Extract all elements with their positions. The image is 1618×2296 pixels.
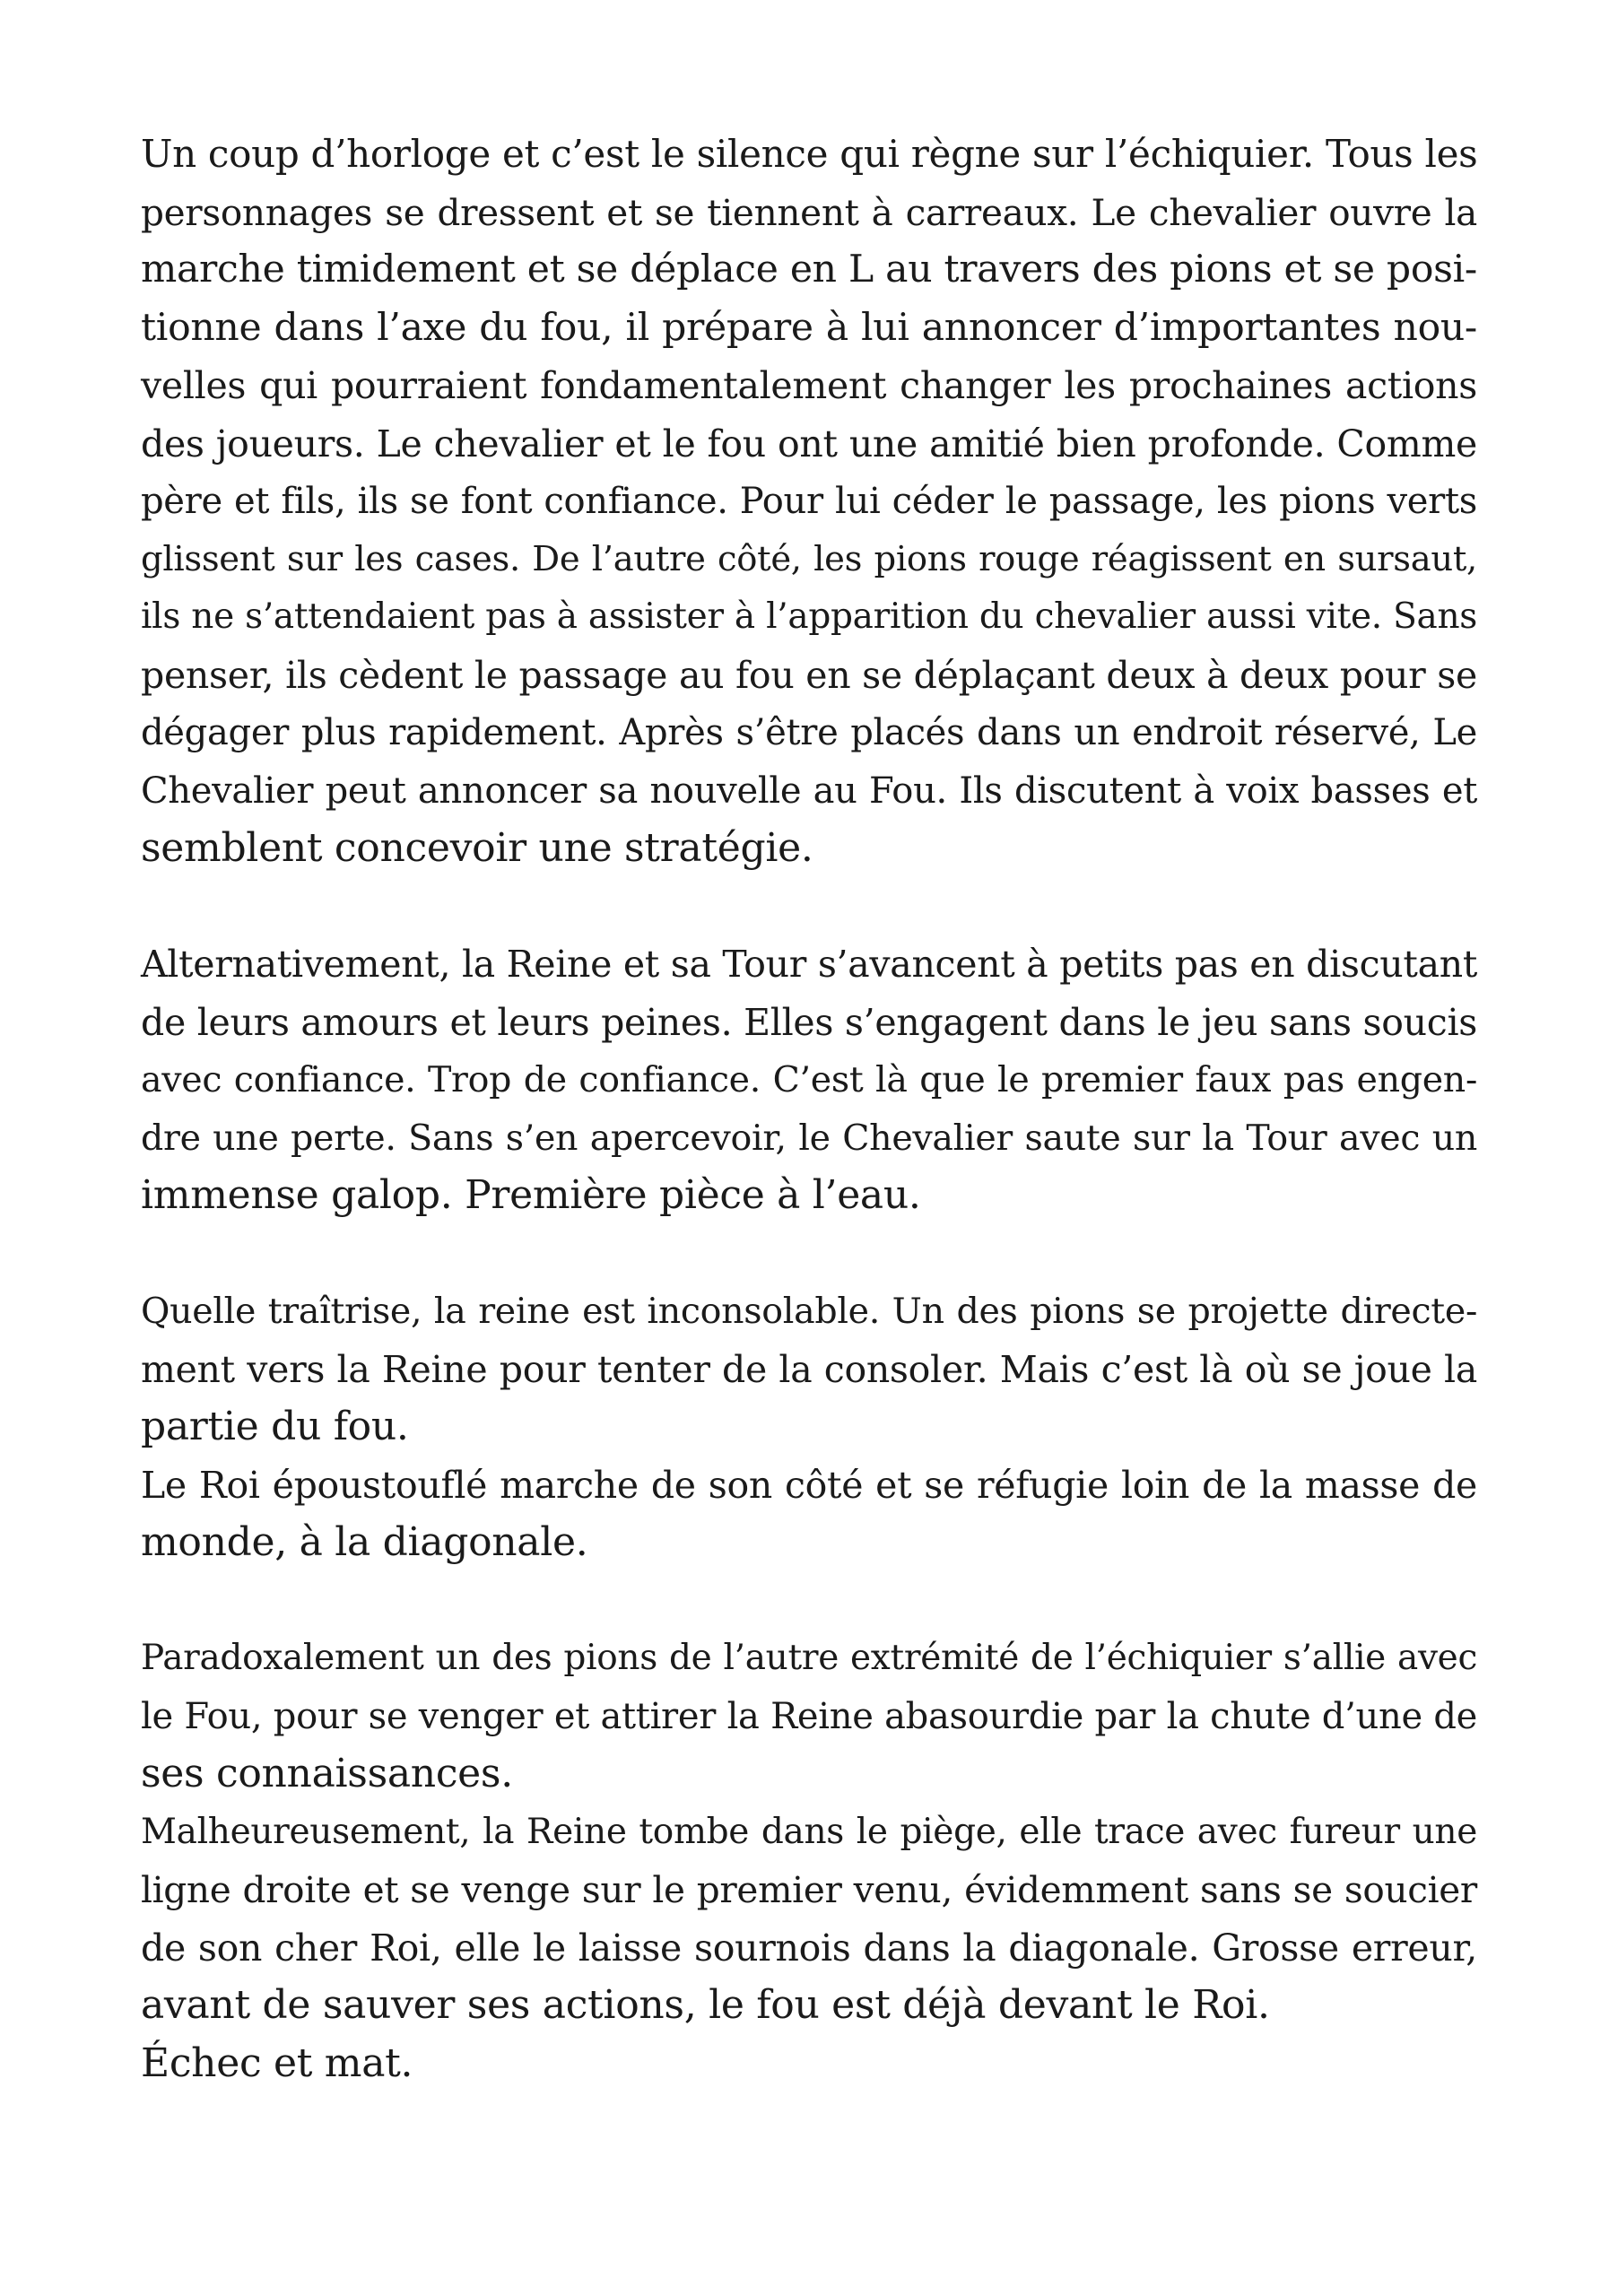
text-line: ils ne s’attendaient pas à assister à l’apparition du chevalier aussi vite. Sans	[141, 596, 1477, 637]
text-line: avant de sauver ses actions, le fou est déjà devant le Roi.	[141, 1982, 1270, 2028]
text-line: des joueurs. Le chevalier et le fou ont une amitié bien profonde. Comme	[141, 422, 1477, 465]
text-line: dre une perte. Sans s’en apercevoir, le Chevalier saute sur la Tour avec un	[141, 1117, 1477, 1159]
text-line: dégager plus rapidement. Après s’être placés dans un endroit réservé, Le	[141, 712, 1477, 753]
text-line: de son cher Roi, elle le laisse sournois dans la diagonale. Grosse erreur,	[141, 1926, 1477, 1970]
text-line: avec confiance. Trop de confiance. C’est là que le premier faux pas engen-	[141, 1059, 1477, 1100]
text-line: tionne dans l’axe du fou, il prépare à lui annoncer d’importantes nou-	[141, 305, 1477, 350]
text-line: Quelle traîtrise, la reine est inconsolable. Un des pions se projette directe-	[141, 1291, 1477, 1332]
text-line: semblent concevoir une stratégie.	[141, 825, 813, 871]
text-line: monde, à la diagonale.	[141, 1519, 588, 1565]
text-line: penser, ils cèdent le passage au fou en se déplaçant deux à deux pour se	[141, 653, 1477, 697]
document-page	[141, 126, 1477, 2092]
text-line: Échec et mat.	[141, 2039, 413, 2086]
text-line: Le Roi époustouflé marche de son côté et se réfugie loin de la masse de	[141, 1463, 1477, 1507]
text-line: partie du fou.	[141, 1404, 409, 1449]
text-line: Malheureusement, la Reine tombe dans le piège, elle trace avec fureur une	[141, 1811, 1477, 1852]
text-line: ligne droite et se venge sur le premier venu, évidemment sans se soucier	[141, 1868, 1477, 1911]
text-line: velles qui pourraient fondamentalement changer les prochaines actions	[141, 364, 1477, 407]
text-line: Un coup d’horloge et c’est le silence qui règne sur l’échiquier. Tous les	[141, 132, 1478, 176]
text-line: Chevalier peut annoncer sa nouvelle au Fou. Ils discutent à voix basses et	[141, 770, 1477, 812]
paragraph-2	[141, 935, 1477, 1225]
text-line: ment vers la Reine pour tenter de la consoler. Mais c’est là où se joue la	[141, 1347, 1477, 1391]
text-line: personnages se dressent et se tiennent à carreaux. Le chevalier ouvre la	[141, 190, 1477, 234]
text-line: immense galop. Première pièce à l’eau.	[141, 1172, 921, 1218]
text-line: glissent sur les cases. De l’autre côté, les pions rouge réagissent en sursaut,	[141, 538, 1477, 579]
paragraph-1	[141, 126, 1477, 878]
text-line: de leurs amours et leurs peines. Elles s’engagent dans le jeu sans soucis	[141, 1000, 1477, 1044]
text-line: Paradoxalement un des pions de l’autre extrémité de l’échiquier s’allie avec	[141, 1638, 1477, 1678]
text-line: Alternativement, la Reine et sa Tour s’avancent à petits pas en discutant	[141, 943, 1477, 986]
text-line: marche timidement et se déplace en L au travers des pions et se posi-	[141, 248, 1477, 291]
text-line: ses connaissances.	[141, 1751, 513, 1796]
text-line: père et fils, ils se font confiance. Pour lui céder le passage, les pions verts	[141, 481, 1477, 522]
paragraph-4	[141, 1630, 1477, 2092]
text-line: le Fou, pour se venger et attirer la Reine abasourdie par la chute d’une de	[141, 1695, 1477, 1737]
paragraph-3	[141, 1283, 1477, 1572]
